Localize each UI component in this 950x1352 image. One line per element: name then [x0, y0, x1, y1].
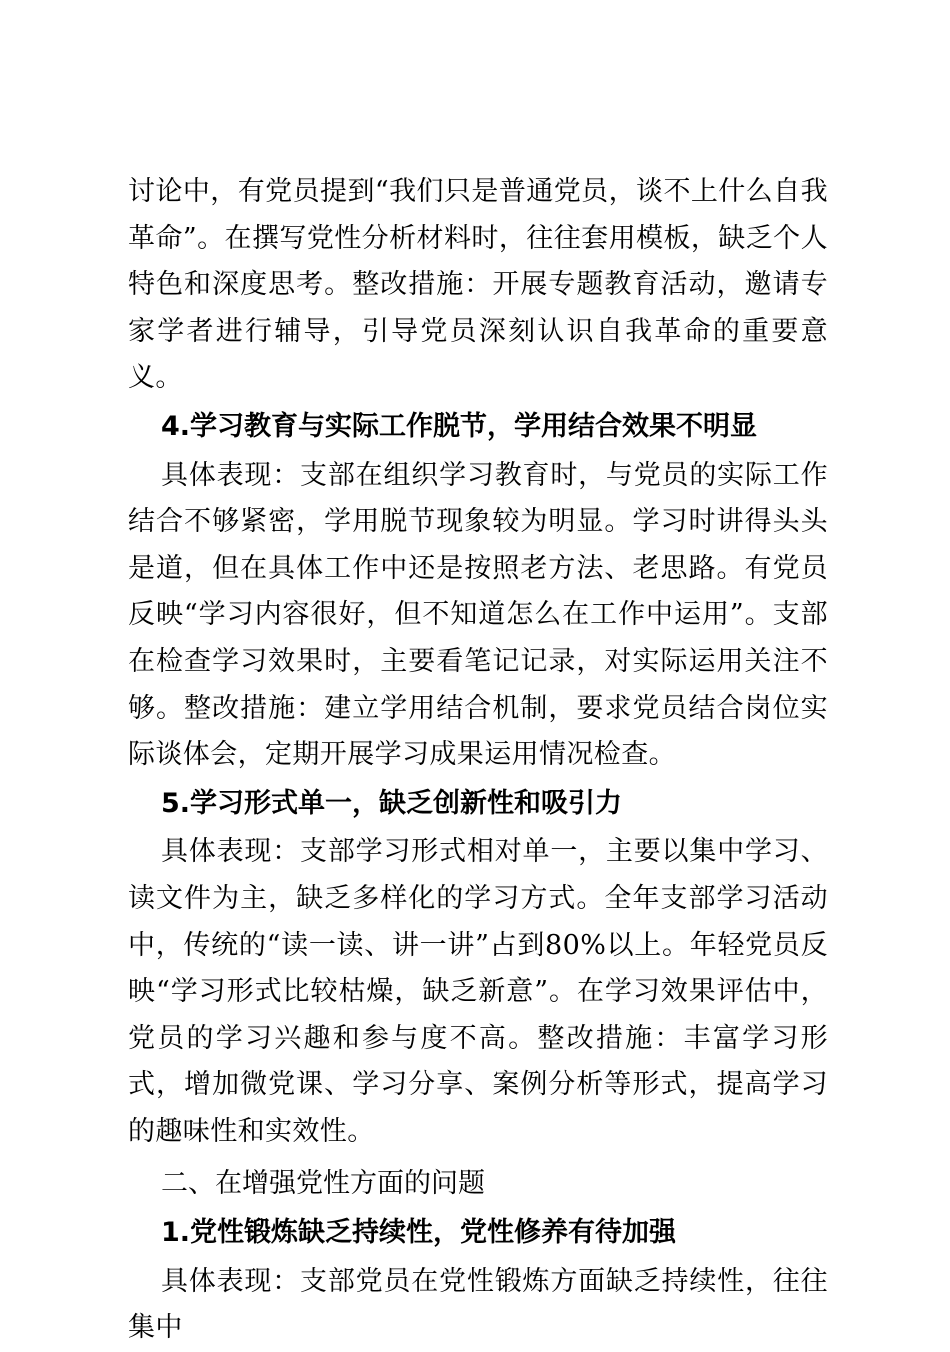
paragraph-party-training: 具体表现：支部党员在党性锻炼方面缺乏持续性，往往集中: [128, 1265, 828, 1344]
section-title-2: 二、在增强党性方面的问题: [161, 1168, 485, 1200]
heading-item-4: 4.学习教育与实际工作脱节，学用结合效果不明显: [161, 410, 758, 442]
document-page: [128, 169, 828, 1352]
heading-item-1: 1.党性锻炼缺乏持续性，党性修养有待加强: [161, 1217, 677, 1249]
heading-item-5: 5.学习形式单一，缺乏创新性和吸引力: [161, 787, 623, 819]
paragraph-study-forms: 具体表现：支部学习形式相对单一，主要以集中学习、读文件为主，缺乏多样化的学习方式。全年支部学习活动中，传统的“读一读、讲一讲”占到80%以上。年轻党员反映“学习形式比较枯燥，缺乏新意”。在学习效果评估中，党员的学习兴趣和参与度不高。整改措施：丰富学习形式，增加微党课、学习分享、案例分析等形式，提高学习的趣味性和实效性。: [128, 836, 828, 1147]
paragraph-study-practice: 具体表现：支部在组织学习教育时，与党员的实际工作结合不够紧密，学用脱节现象较为明显。学习时讲得头头是道，但在具体工作中还是按照老方法、老思路。有党员反映“学习内容很好，但不知道怎么在工作中运用”。支部在检查学习效果时，主要看笔记记录，对实际运用关注不够。整改措施：建立学用结合机制，要求党员结合岗位实际谈体会，定期开展学习成果运用情况检查。: [128, 459, 828, 771]
paragraph-self-revolution: 讨论中，有党员提到“我们只是普通党员，谈不上什么自我革命”。在撰写党性分析材料时，往往套用模板，缺乏个人特色和深度思考。整改措施：开展专题教育活动，邀请专家学者进行辅导，引导党员深刻认识自我革命的重要意义。: [128, 176, 828, 394]
